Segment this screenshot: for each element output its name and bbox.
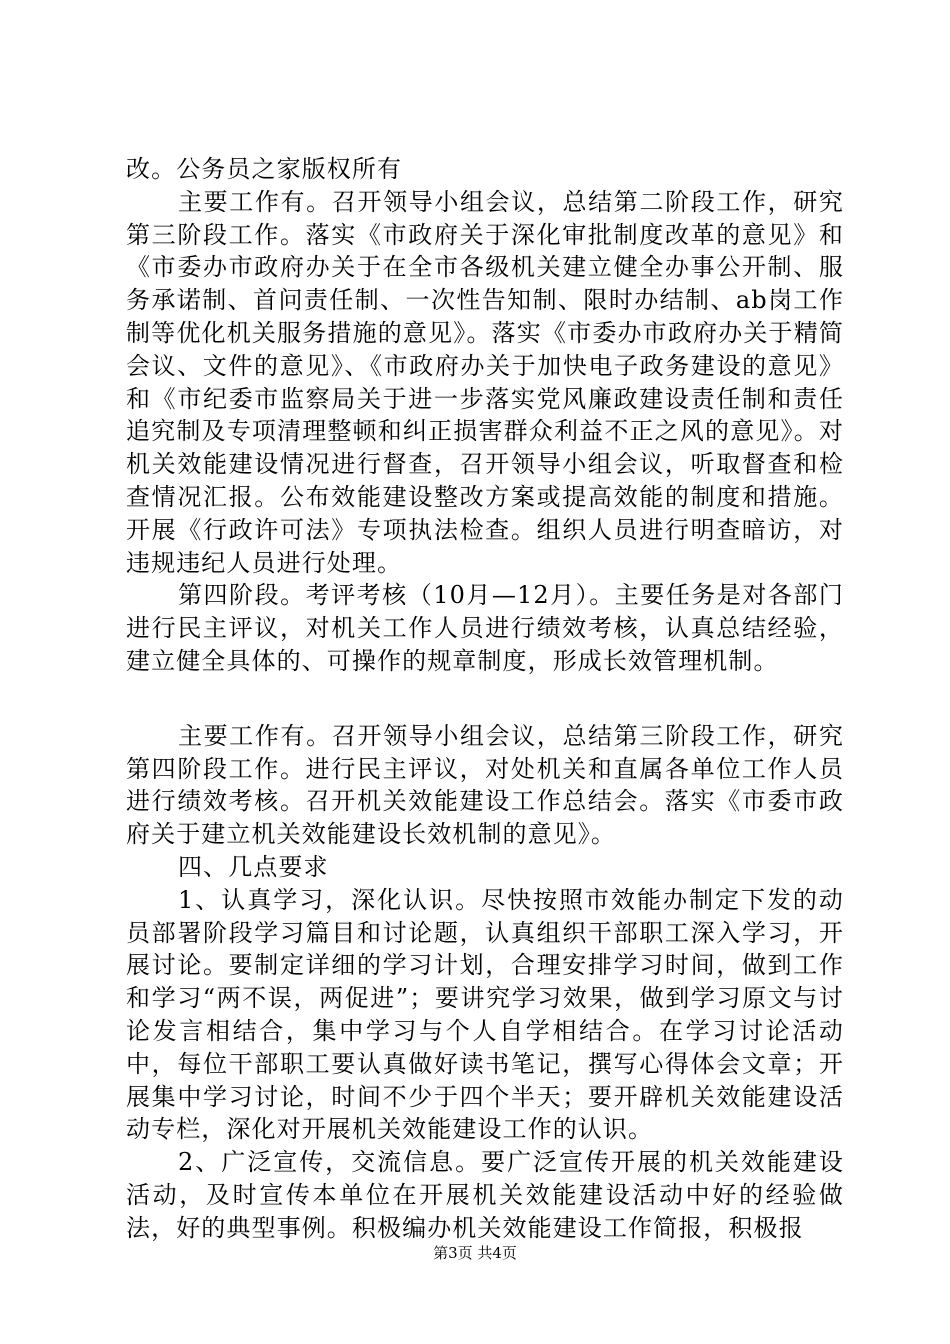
paragraph-continuation: 改。公务员之家版权所有: [126, 155, 403, 183]
paragraph-stage4-intro: 第四阶段。考评考核（10月—12月）。主要任务是对各部门进行民主评议，对机关工作人员进行绩效考核，认真总结经验，建立健全具体的、可操作的规章制度，形成长效管理机制。: [126, 581, 844, 675]
section-heading-requirements: 四、几点要求: [178, 852, 329, 881]
paragraph-spacer: [126, 678, 844, 720]
paragraph-stage4-tasks: 主要工作有。召开领导小组会议，总结第三阶段工作，研究第四阶段工作。进行民主评议，对处机关和直属各单位工作人员进行绩效考核。召开机关效能建设工作总结会。落实《市委市政府关于建立机关效能建设长效机制的意见》。: [126, 721, 844, 849]
paragraph-requirement-2: 2、广泛宣传，交流信息。要广泛宣传开展的机关效能建设活动，及时宣传本单位在开展机关效能建设活动中好的经验做法，好的典型事例。积极编办机关效能建设工作简报，积极报: [126, 1148, 844, 1242]
paragraph-requirement-1: 1、认真学习，深化认识。尽快按照市效能办制定下发的动员部署阶段学习篇目和讨论题，认真组织干部职工深入学习，开展讨论。要制定详细的学习计划，合理安排学习时间，做到工作和学习“两不误，两促进”；要讲究学习效果，做到学习原文与讨论发言相结合，集中学习与个人自学相结合。在学习讨论活动中，每位干部职工要认真做好读书笔记，撰写心得体会文章；开展集中学习讨论，时间不少于四个半天；要开辟机关效能建设活动专栏，深化对开展机关效能建设工作的认识。: [126, 885, 844, 1144]
page-number-footer: 第3页 共4页: [433, 1244, 517, 1262]
paragraph-stage3-tasks: 主要工作有。召开领导小组会议，总结第二阶段工作，研究第三阶段工作。落实《市政府关于深化审批制度改革的意见》和《市委办市政府办关于在全市各级机关建立健全办事公开制、服务承诺制、首问责任制、一次性告知制、限时办结制、ab岗工作制等优化机关服务措施的意见》。落实《市委办市政府办关于精简会议、文件的意见》、《市政府办关于加快电子政务建设的意见》和《市纪委市监察局关于进一步落实党风廉政建设责任制和责任追究制及专项清理整顿和纠正损害群众利益不正之风的意见》。对机关效能建设情况进行督查，召开领导小组会议，听取督查和检查情况汇报。公布效能建设整改方案或提高效能的制度和措施。开展《行政许可法》专项执法检查。组织人员进行明查暗访，对违规违纪人员进行处理。: [126, 187, 844, 577]
document-body: [126, 153, 844, 1245]
